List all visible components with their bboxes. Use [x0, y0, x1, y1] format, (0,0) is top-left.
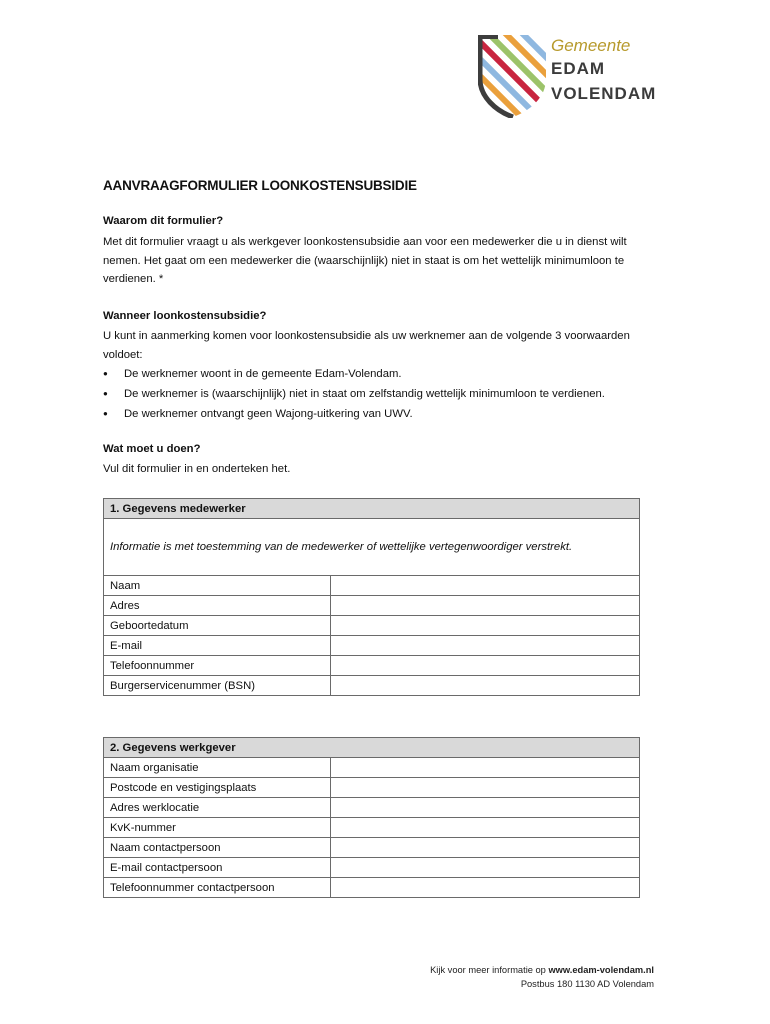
- list-item: ● De werknemer woont in de gemeente Edam-Volendam.: [103, 364, 605, 384]
- list-item: ● De werknemer is (waarschijnlijk) niet in staat om zelfstandig wettelijk minimumloon te verdienen.: [103, 384, 605, 404]
- contact-email-field[interactable]: [331, 858, 640, 878]
- field-label: Burgerservicenummer (BSN): [104, 676, 331, 696]
- logo-text-edam: EDAM: [551, 59, 606, 78]
- section-heading-what: Wat moet u doen?: [103, 443, 201, 455]
- footer-info-text: Kijk voor meer informatie op: [430, 965, 549, 975]
- table-header-employee: 1. Gegevens medewerker: [104, 499, 640, 519]
- employee-email-field[interactable]: [331, 636, 640, 656]
- employee-address-field[interactable]: [331, 596, 640, 616]
- field-label: Adres werklocatie: [104, 798, 331, 818]
- employee-table: [103, 498, 640, 696]
- field-label: Telefoonnummer contactpersoon: [104, 878, 331, 898]
- postcode-city-field[interactable]: [331, 778, 640, 798]
- logo-text-volendam: VOLENDAM: [551, 84, 657, 103]
- page-title: AANVRAAGFORMULIER LOONKOSTENSUBSIDIE: [103, 178, 417, 193]
- list-item: ● De werknemer ontvangt geen Wajong-uitkering van UWV.: [103, 404, 605, 424]
- municipality-logo: [478, 33, 678, 118]
- field-label: KvK-nummer: [104, 818, 331, 838]
- employee-bsn-field[interactable]: [331, 676, 640, 696]
- section-text-when: U kunt in aanmerking komen voor loonkostensubsidie als uw werknemer aan de volgende 3 voorwaarden voldoet:: [103, 330, 630, 361]
- kvk-number-field[interactable]: [331, 818, 640, 838]
- consent-note: Informatie is met toestemming van de medewerker of wettelijke vertegenwoordiger verstrekt.: [104, 519, 640, 576]
- field-label: Naam: [104, 576, 331, 596]
- work-address-field[interactable]: [331, 798, 640, 818]
- field-label: Postcode en vestigingsplaats: [104, 778, 331, 798]
- field-label: E-mail: [104, 636, 331, 656]
- employee-name-field[interactable]: [331, 576, 640, 596]
- employee-birthdate-field[interactable]: [331, 616, 640, 636]
- employee-phone-field[interactable]: [331, 656, 640, 676]
- field-label: Telefoonnummer: [104, 656, 331, 676]
- field-label: Geboortedatum: [104, 616, 331, 636]
- table-header-employer: 2. Gegevens werkgever: [104, 738, 640, 758]
- conditions-list: [103, 364, 605, 424]
- footer-address: Postbus 180 1130 AD Volendam: [520, 979, 654, 989]
- page-footer: [430, 963, 654, 991]
- shield-icon: [478, 33, 548, 118]
- contact-phone-field[interactable]: [331, 878, 640, 898]
- field-label: Naam organisatie: [104, 758, 331, 778]
- organisation-name-field[interactable]: [331, 758, 640, 778]
- field-label: Adres: [104, 596, 331, 616]
- section-text-why: Met dit formulier vraagt u als werkgever loonkostensubsidie aan voor een medewerker die u in dienst wilt nemen. Het gaat om een medewerker die (waarschijnlijk) niet in staat is om het wettelijk minimumloon te verdienen. *: [103, 236, 627, 285]
- field-label: Naam contactpersoon: [104, 838, 331, 858]
- field-label: E-mail contactpersoon: [104, 858, 331, 878]
- logo-text-gemeente: Gemeente: [551, 36, 631, 55]
- section-text-what: Vul dit formulier in en onderteken het.: [103, 463, 291, 475]
- footer-info-line: [430, 963, 654, 977]
- contact-name-field[interactable]: [331, 838, 640, 858]
- section-heading-why: Waarom dit formulier?: [103, 215, 224, 227]
- employer-table: [103, 737, 640, 898]
- website-link[interactable]: www.edam-volendam.nl: [548, 965, 654, 975]
- section-heading-when: Wanneer loonkostensubsidie?: [103, 310, 267, 322]
